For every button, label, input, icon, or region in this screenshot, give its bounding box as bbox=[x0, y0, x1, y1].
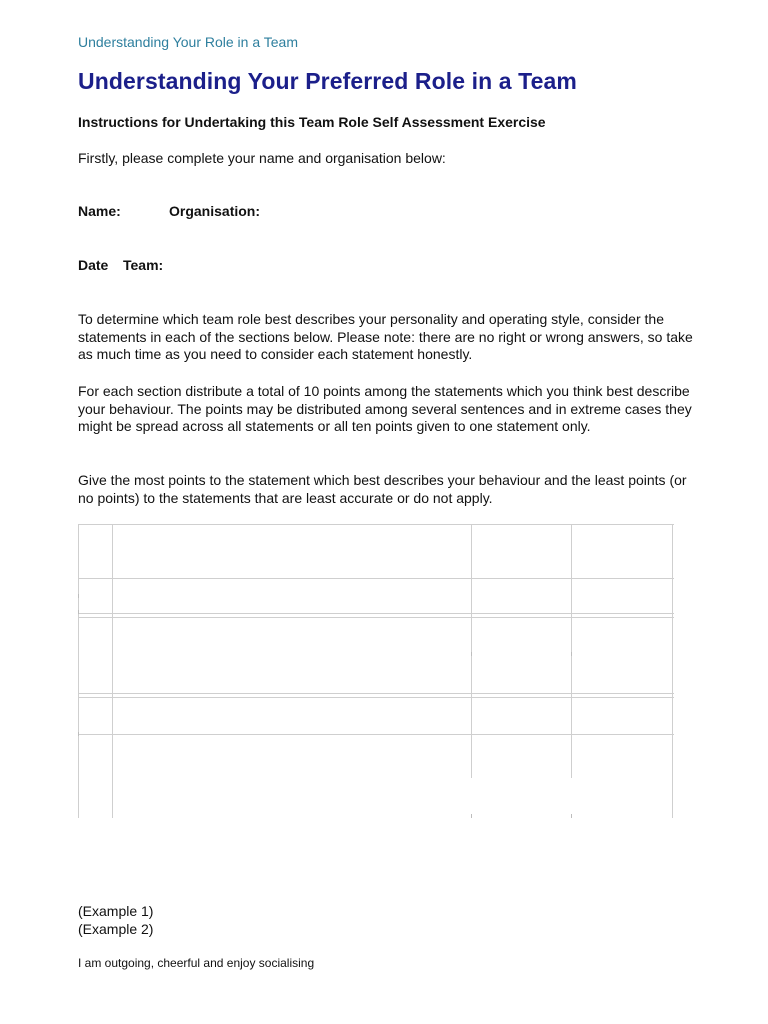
intro-text: Firstly, please complete your name and organisation below: bbox=[78, 150, 446, 166]
running-header: Understanding Your Role in a Team bbox=[78, 34, 299, 50]
document-title: Understanding Your Preferred Role in a Team bbox=[78, 68, 577, 94]
paragraph-team-role: To determine which team role best describes your personality and operating style, consider the statements in each of the sections below. Please note: there are no right or wrong answers, so take as much time as you need to consider each statement honestly. bbox=[78, 311, 693, 362]
name-label: Name: bbox=[78, 203, 121, 219]
sample-statement: I am outgoing, cheerful and enjoy socialising bbox=[78, 956, 315, 970]
assessment-table-grid bbox=[78, 524, 674, 818]
paragraph-most-points: Give the most points to the statement which best describes your behaviour and the least points (or no points) to the statements that are least accurate or do not apply. bbox=[78, 472, 687, 506]
date-label: Date bbox=[78, 257, 109, 273]
organisation-label: Organisation: bbox=[169, 203, 261, 219]
example-1-label: (Example 1) bbox=[78, 903, 154, 919]
team-label: Team: bbox=[123, 257, 164, 273]
instructions-heading: Instructions for Undertaking this Team Role Self Assessment Exercise bbox=[78, 114, 546, 130]
example-2-label: (Example 2) bbox=[78, 921, 154, 937]
paragraph-distribute-points: For each section distribute a total of 10 points among the statements which you think best describe your behaviour. The points may be distributed among several sentences and in extreme cases they might be spread across all statements or all ten points given to one statement only. bbox=[78, 383, 692, 434]
